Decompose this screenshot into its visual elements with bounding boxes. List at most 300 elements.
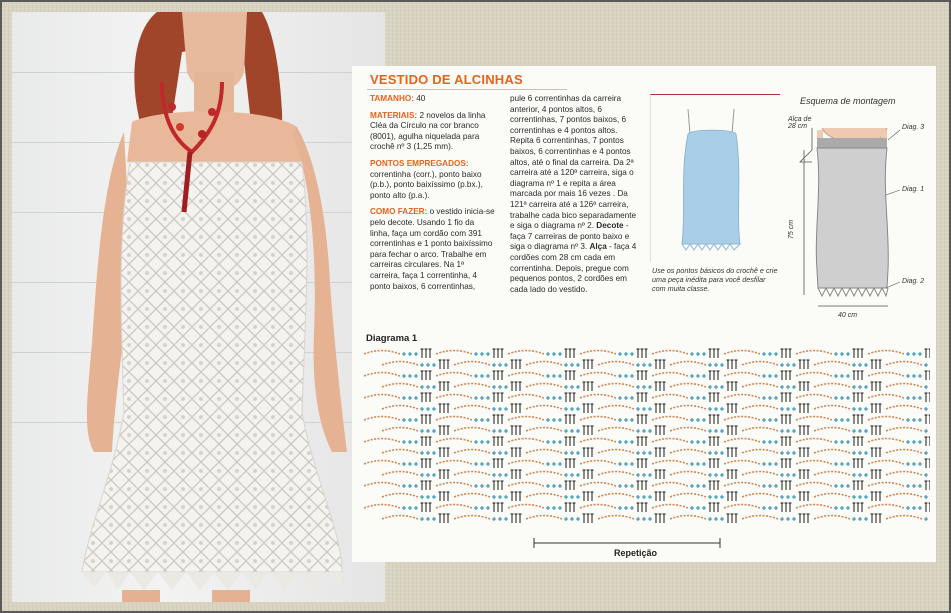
single-crochet-symbol <box>630 396 634 400</box>
treble-symbol <box>879 426 882 435</box>
treble-symbol <box>645 437 648 446</box>
treble-symbol <box>443 514 446 523</box>
chain-stitch-symbol <box>796 417 832 421</box>
treble-symbol <box>641 371 644 380</box>
single-crochet-symbol <box>774 396 778 400</box>
decote-text: - faça 7 carreiras de ponto baixo e siga o diagrama nº 3. <box>510 221 630 252</box>
treble-symbol <box>645 349 648 358</box>
single-crochet-symbol <box>480 352 484 356</box>
single-crochet-symbol <box>552 506 556 510</box>
single-crochet-symbol <box>480 396 484 400</box>
single-crochet-symbol <box>912 396 916 400</box>
treble-symbol <box>591 492 594 501</box>
treble-symbol <box>929 503 931 512</box>
chain-stitch-symbol <box>868 483 904 487</box>
treble-symbol <box>429 371 432 380</box>
chain-stitch-symbol <box>382 362 418 366</box>
treble-symbol <box>569 415 572 424</box>
chain-stitch-symbol <box>814 406 850 410</box>
treble-symbol <box>853 437 856 446</box>
single-crochet-symbol <box>420 363 424 367</box>
single-crochet-symbol <box>696 484 700 488</box>
single-crochet-symbol <box>402 506 406 510</box>
treble-symbol <box>785 503 788 512</box>
model-illustration <box>12 12 385 602</box>
chain-stitch-symbol <box>598 384 634 388</box>
treble-symbol <box>871 426 874 435</box>
treble-symbol <box>425 415 428 424</box>
treble-symbol <box>925 349 928 358</box>
single-crochet-symbol <box>618 506 622 510</box>
chain-stitch-symbol <box>436 461 472 465</box>
single-crochet-symbol <box>780 517 784 521</box>
treble-symbol <box>497 437 500 446</box>
chain-stitch-symbol <box>436 505 472 509</box>
treble-symbol <box>645 393 648 402</box>
treble-symbol <box>853 393 856 402</box>
single-crochet-symbol <box>720 473 724 477</box>
treble-symbol <box>637 393 640 402</box>
diagram-title: Diagrama 1 <box>366 333 418 344</box>
single-crochet-symbol <box>420 407 424 411</box>
single-crochet-symbol <box>414 506 418 510</box>
treble-symbol <box>731 448 734 457</box>
single-crochet-symbol <box>720 429 724 433</box>
treble-symbol <box>861 503 864 512</box>
treble-symbol <box>515 514 518 523</box>
single-crochet-symbol <box>840 396 844 400</box>
scheme-title: Esquema de montagem <box>800 96 896 106</box>
treble-symbol <box>583 514 586 523</box>
single-crochet-symbol <box>924 407 928 411</box>
treble-symbol <box>439 470 442 479</box>
single-crochet-symbol <box>408 484 412 488</box>
single-crochet-symbol <box>642 451 646 455</box>
treble-symbol <box>637 459 640 468</box>
treble-symbol <box>421 393 424 402</box>
single-crochet-symbol <box>504 407 508 411</box>
treble-symbol <box>429 415 432 424</box>
single-crochet-symbol <box>864 363 868 367</box>
chain-stitch-symbol <box>580 373 616 377</box>
treble-symbol <box>659 448 662 457</box>
diag1-label: Diag. 1 <box>902 186 925 193</box>
treble-symbol <box>447 426 450 435</box>
single-crochet-symbol <box>696 462 700 466</box>
treble-symbol <box>803 382 806 391</box>
treble-symbol <box>501 481 504 490</box>
treble-symbol <box>641 437 644 446</box>
single-crochet-symbol <box>696 418 700 422</box>
treble-symbol <box>655 382 658 391</box>
chain-stitch-symbol <box>742 384 778 388</box>
single-crochet-symbol <box>432 473 436 477</box>
treble-symbol <box>717 349 720 358</box>
treble-symbol <box>565 415 568 424</box>
single-crochet-symbol <box>846 462 850 466</box>
single-crochet-symbol <box>924 473 928 477</box>
single-crochet-symbol <box>846 506 850 510</box>
single-crochet-symbol <box>642 385 646 389</box>
single-crochet-symbol <box>498 385 502 389</box>
treble-symbol <box>785 481 788 490</box>
treble-symbol <box>519 492 522 501</box>
chain-stitch-symbol <box>724 439 760 443</box>
treble-symbol <box>493 393 496 402</box>
chain-stitch-symbol <box>454 472 490 476</box>
single-crochet-symbol <box>546 462 550 466</box>
single-crochet-symbol <box>408 374 412 378</box>
treble-symbol <box>857 349 860 358</box>
single-crochet-symbol <box>696 374 700 378</box>
single-crochet-symbol <box>708 385 712 389</box>
single-crochet-symbol <box>918 418 922 422</box>
single-crochet-symbol <box>774 440 778 444</box>
single-crochet-symbol <box>552 462 556 466</box>
treble-symbol <box>511 514 514 523</box>
treble-symbol <box>663 360 666 369</box>
chain-stitch-symbol <box>508 505 544 509</box>
treble-symbol <box>871 404 874 413</box>
single-crochet-symbol <box>546 484 550 488</box>
treble-symbol <box>727 470 730 479</box>
single-crochet-symbol <box>480 374 484 378</box>
treble-symbol <box>573 371 576 380</box>
single-crochet-symbol <box>492 385 496 389</box>
single-crochet-symbol <box>630 484 634 488</box>
single-crochet-symbol <box>864 495 868 499</box>
single-crochet-symbol <box>498 473 502 477</box>
treble-symbol <box>443 470 446 479</box>
chain-stitch-symbol <box>652 461 688 465</box>
chain-stitch-symbol <box>508 395 544 399</box>
single-crochet-symbol <box>912 462 916 466</box>
single-crochet-symbol <box>780 495 784 499</box>
chain-stitch-symbol <box>868 417 904 421</box>
chain-stitch-symbol <box>364 417 400 421</box>
single-crochet-symbol <box>402 418 406 422</box>
treble-symbol <box>583 448 586 457</box>
chain-stitch-symbol <box>508 439 544 443</box>
treble-symbol <box>853 459 856 468</box>
single-crochet-symbol <box>834 396 838 400</box>
treble-symbol <box>857 459 860 468</box>
chain-stitch-symbol <box>796 351 832 355</box>
treble-symbol <box>587 404 590 413</box>
single-crochet-symbol <box>570 451 574 455</box>
single-crochet-symbol <box>918 506 922 510</box>
single-crochet-symbol <box>504 473 508 477</box>
single-crochet-symbol <box>912 440 916 444</box>
single-crochet-symbol <box>558 418 562 422</box>
treble-symbol <box>493 481 496 490</box>
chain-stitch-symbol <box>598 428 634 432</box>
treble-symbol <box>803 514 806 523</box>
single-crochet-symbol <box>708 473 712 477</box>
treble-symbol <box>875 382 878 391</box>
treble-symbol <box>519 404 522 413</box>
single-crochet-symbol <box>630 418 634 422</box>
treble-symbol <box>807 360 810 369</box>
single-crochet-symbol <box>864 429 868 433</box>
treble-symbol <box>587 514 590 523</box>
single-crochet-symbol <box>546 440 550 444</box>
treble-symbol <box>443 448 446 457</box>
chain-stitch-symbol <box>868 395 904 399</box>
single-crochet-symbol <box>426 451 430 455</box>
single-crochet-symbol <box>774 484 778 488</box>
single-crochet-symbol <box>426 407 430 411</box>
single-crochet-symbol <box>690 462 694 466</box>
crochet-diagram <box>364 348 930 534</box>
materials-text: 2 novelos da linha Cléa da Círculo na cor branco (8001), agulha niquelada para crochê nº 3 (1,25 mm). <box>370 110 486 152</box>
single-crochet-symbol <box>552 418 556 422</box>
single-crochet-symbol <box>774 352 778 356</box>
single-crochet-symbol <box>642 473 646 477</box>
single-crochet-symbol <box>858 495 862 499</box>
treble-symbol <box>857 415 860 424</box>
treble-symbol <box>861 459 864 468</box>
single-crochet-symbol <box>786 407 790 411</box>
treble-symbol <box>663 514 666 523</box>
width-label: 40 cm <box>838 312 858 319</box>
single-crochet-symbol <box>474 396 478 400</box>
chain-stitch-symbol <box>508 417 544 421</box>
treble-symbol <box>709 437 712 446</box>
treble-symbol <box>727 404 730 413</box>
diag2-label: Diag. 2 <box>902 278 925 285</box>
single-crochet-symbol <box>408 462 412 466</box>
single-crochet-symbol <box>642 363 646 367</box>
treble-symbol <box>727 360 730 369</box>
single-crochet-symbol <box>864 517 868 521</box>
treble-symbol <box>515 360 518 369</box>
treble-symbol <box>871 360 874 369</box>
single-crochet-symbol <box>792 473 796 477</box>
single-crochet-symbol <box>648 451 652 455</box>
treble-symbol <box>727 448 730 457</box>
treble-symbol <box>425 481 428 490</box>
decote-label: Decote <box>596 221 624 231</box>
chain-stitch-symbol <box>886 428 922 432</box>
treble-symbol <box>799 492 802 501</box>
treble-symbol <box>565 371 568 380</box>
chain-stitch-symbol <box>526 516 562 520</box>
single-crochet-symbol <box>840 374 844 378</box>
treble-symbol <box>713 503 716 512</box>
treble-symbol <box>515 382 518 391</box>
treble-symbol <box>925 437 928 446</box>
treble-symbol <box>929 349 931 358</box>
chain-stitch-symbol <box>796 461 832 465</box>
single-crochet-symbol <box>834 440 838 444</box>
chain-stitch-symbol <box>814 516 850 520</box>
single-crochet-symbol <box>780 363 784 367</box>
single-crochet-symbol <box>618 484 622 488</box>
single-crochet-symbol <box>852 473 856 477</box>
single-crochet-symbol <box>408 506 412 510</box>
treble-symbol <box>731 360 734 369</box>
treble-symbol <box>789 349 792 358</box>
single-crochet-symbol <box>570 363 574 367</box>
single-crochet-symbol <box>690 418 694 422</box>
single-crochet-symbol <box>720 451 724 455</box>
treble-symbol <box>493 503 496 512</box>
chain-stitch-symbol <box>580 417 616 421</box>
treble-symbol <box>641 503 644 512</box>
treble-symbol <box>781 437 784 446</box>
treble-symbol <box>447 470 450 479</box>
single-crochet-symbol <box>864 473 868 477</box>
single-crochet-symbol <box>432 451 436 455</box>
treble-symbol <box>925 371 928 380</box>
single-crochet-symbol <box>852 451 856 455</box>
treble-symbol <box>511 360 514 369</box>
treble-symbol <box>713 349 716 358</box>
single-crochet-symbol <box>786 429 790 433</box>
treble-symbol <box>781 415 784 424</box>
single-crochet-symbol <box>768 418 772 422</box>
single-crochet-symbol <box>702 418 706 422</box>
single-crochet-symbol <box>486 440 490 444</box>
chain-stitch-symbol <box>670 428 706 432</box>
single-crochet-symbol <box>708 451 712 455</box>
single-crochet-symbol <box>762 462 766 466</box>
howto-text: o vestido inicia-se pelo decote. Usando 1 fio da linha, faça um cordão com 391 correntinhas e 1 ponto baixíssimo para fechar o arco. Trabalhe em carreiras circulares. Na 1ª carreira, faça 1 correntinha, 4 ponto baixos, 6 correntinhas, <box>370 207 495 291</box>
single-crochet-symbol <box>420 495 424 499</box>
single-crochet-symbol <box>420 473 424 477</box>
treble-symbol <box>727 514 730 523</box>
single-crochet-symbol <box>486 418 490 422</box>
treble-symbol <box>713 459 716 468</box>
treble-symbol <box>511 448 514 457</box>
repeat-bracket <box>532 538 722 548</box>
treble-symbol <box>925 459 928 468</box>
treble-symbol <box>785 371 788 380</box>
single-crochet-symbol <box>624 440 628 444</box>
single-crochet-symbol <box>504 429 508 433</box>
single-crochet-symbol <box>792 517 796 521</box>
chain-stitch-symbol <box>886 406 922 410</box>
treble-symbol <box>497 503 500 512</box>
single-crochet-symbol <box>924 495 928 499</box>
single-crochet-symbol <box>792 495 796 499</box>
treble-symbol <box>655 426 658 435</box>
chain-stitch-symbol <box>742 428 778 432</box>
single-crochet-symbol <box>714 363 718 367</box>
chain-stitch-symbol <box>436 351 472 355</box>
single-crochet-symbol <box>702 506 706 510</box>
treble-symbol <box>511 470 514 479</box>
single-crochet-symbol <box>924 517 928 521</box>
single-crochet-symbol <box>786 473 790 477</box>
chain-stitch-symbol <box>886 450 922 454</box>
chain-stitch-symbol <box>508 461 544 465</box>
single-crochet-symbol <box>714 429 718 433</box>
single-crochet-symbol <box>474 440 478 444</box>
single-crochet-symbol <box>576 385 580 389</box>
chain-stitch-symbol <box>364 373 400 377</box>
chain-stitch-symbol <box>580 483 616 487</box>
single-crochet-symbol <box>846 440 850 444</box>
single-crochet-symbol <box>546 374 550 378</box>
single-crochet-symbol <box>780 451 784 455</box>
treble-symbol <box>663 470 666 479</box>
single-crochet-symbol <box>504 363 508 367</box>
single-crochet-symbol <box>690 484 694 488</box>
single-crochet-symbol <box>618 352 622 356</box>
treble-symbol <box>727 382 730 391</box>
single-crochet-symbol <box>402 374 406 378</box>
single-crochet-symbol <box>570 495 574 499</box>
single-crochet-symbol <box>408 440 412 444</box>
single-crochet-symbol <box>432 517 436 521</box>
single-crochet-symbol <box>636 429 640 433</box>
treble-symbol <box>515 492 518 501</box>
treble-symbol <box>501 459 504 468</box>
treble-symbol <box>425 371 428 380</box>
treble-symbol <box>807 514 810 523</box>
single-crochet-symbol <box>624 462 628 466</box>
single-crochet-symbol <box>714 385 718 389</box>
chain-stitch-symbol <box>886 494 922 498</box>
treble-symbol <box>875 514 878 523</box>
single-crochet-symbol <box>504 517 508 521</box>
treble-symbol <box>861 481 864 490</box>
treble-symbol <box>781 371 784 380</box>
single-crochet-symbol <box>636 363 640 367</box>
single-crochet-symbol <box>558 352 562 356</box>
treble-symbol <box>879 360 882 369</box>
single-crochet-symbol <box>762 484 766 488</box>
single-crochet-symbol <box>474 352 478 356</box>
single-crochet-symbol <box>912 506 916 510</box>
treble-symbol <box>879 514 882 523</box>
treble-symbol <box>645 415 648 424</box>
treble-symbol <box>709 349 712 358</box>
treble-symbol <box>659 426 662 435</box>
treble-symbol <box>713 481 716 490</box>
treble-symbol <box>861 349 864 358</box>
instructions-column-1 <box>370 94 495 298</box>
chain-stitch-symbol <box>670 516 706 520</box>
single-crochet-symbol <box>402 352 406 356</box>
chain-stitch-symbol <box>454 384 490 388</box>
treble-symbol <box>569 371 572 380</box>
single-crochet-symbol <box>576 495 580 499</box>
treble-symbol <box>807 470 810 479</box>
treble-symbol <box>803 404 806 413</box>
treble-symbol <box>717 415 720 424</box>
single-crochet-symbol <box>906 418 910 422</box>
photo-caption: Use os pontos básicos do crochê e crie uma peça inédita para você desfilar com muita classe. <box>652 266 778 293</box>
chain-stitch-symbol <box>580 505 616 509</box>
chain-stitch-symbol <box>742 516 778 520</box>
single-crochet-symbol <box>774 418 778 422</box>
treble-symbol <box>493 459 496 468</box>
chain-stitch-symbol <box>436 373 472 377</box>
single-crochet-symbol <box>636 473 640 477</box>
single-crochet-symbol <box>402 396 406 400</box>
treble-symbol <box>573 437 576 446</box>
single-crochet-symbol <box>546 418 550 422</box>
treble-symbol <box>929 371 931 380</box>
single-crochet-symbol <box>576 473 580 477</box>
single-crochet-symbol <box>552 352 556 356</box>
single-crochet-symbol <box>414 374 418 378</box>
single-crochet-symbol <box>702 484 706 488</box>
treble-symbol <box>925 393 928 402</box>
